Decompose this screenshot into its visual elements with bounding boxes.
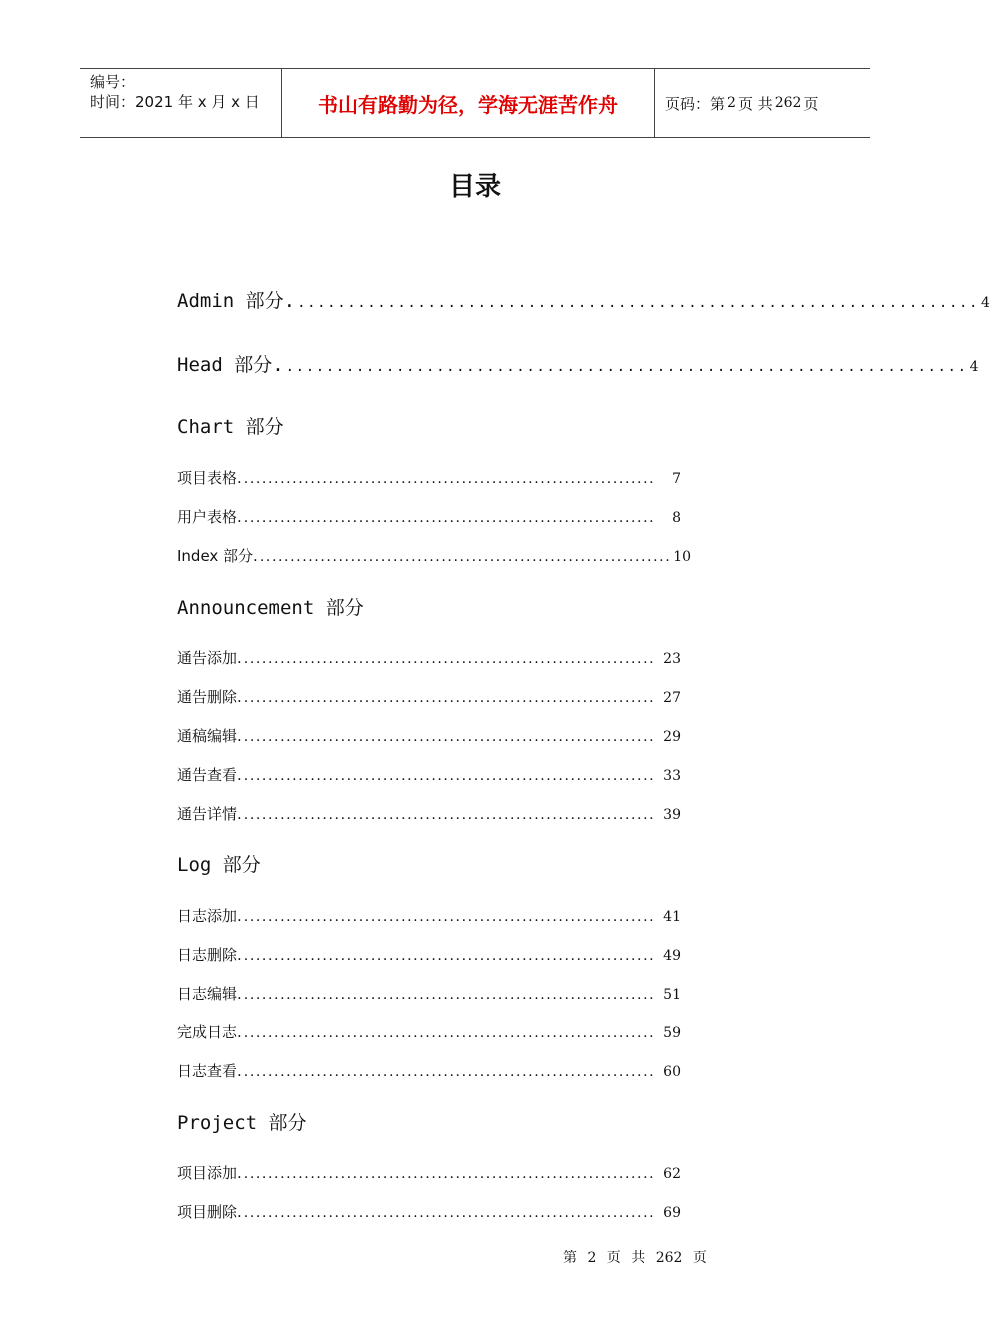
section-heading-log[interactable]: Log 部分 [177,854,261,876]
toc-entry-page: 10 [673,549,692,565]
toc-entry-page: 51 [663,987,681,1003]
leader-dots: .................................................................... [243,948,656,964]
header-page-cell [655,69,870,137]
toc-entry-label: Index 部分. [177,547,258,565]
leader-dots: .................................................................... [243,1064,656,1080]
toc-entry-admin[interactable] [177,286,990,313]
toc-entry-label: 项目表格. [177,469,242,487]
section-heading-announcement[interactable]: Announcement 部分 [177,597,364,619]
toc-entry[interactable] [177,1021,681,1042]
toc-entry[interactable] [177,944,681,965]
page-title: 目录 [448,172,501,202]
toc-entry-page: 7 [672,471,681,487]
toc-entry-head[interactable] [177,350,979,377]
page-header [80,68,870,138]
toc-entry-page: 62 [663,1166,681,1182]
toc-entry-label: 项目删除. [177,1203,242,1221]
leader-dots: .................................................................... [243,1205,656,1221]
header-motto-cell [282,69,655,137]
toc-entry-page: 60 [663,1064,681,1080]
toc-entry[interactable] [177,905,681,926]
leader-dots: .................................................................... [243,987,656,1003]
toc-entry[interactable] [177,647,681,668]
page-total: 262 [774,95,802,111]
toc-entry[interactable] [177,1201,681,1222]
page-mid: 页 共 [737,94,773,113]
leader-dots: .................................................................... [243,471,656,487]
toc-entry-label: 用户表格. [177,508,242,526]
toc-entry-page: 29 [663,729,681,745]
toc-entry-page: 4 [969,359,979,375]
page-prefix: 页码：第 [665,94,726,113]
leader-dots: .................................................................... [243,1166,656,1182]
toc-entry-page: 49 [663,948,681,964]
toc-entry[interactable] [177,506,681,527]
toc-entry-page: 4 [981,295,990,311]
page-suffix: 页 [803,94,819,113]
time-label: 时间：2021 年 x 月 x 日 [90,93,260,111]
leader-dots: .................................................................... [243,807,656,823]
toc-entry-label: 通告删除. [177,688,242,706]
toc-entry[interactable] [177,725,681,746]
page-current: 2 [727,95,736,111]
toc-entry-page: 69 [663,1205,681,1221]
motto-text: 书山有路勤为径，学海无涯苦作舟 [318,92,618,117]
leader-dots: .................................................................... [243,768,656,784]
toc-entry-label: 通告查看. [177,766,242,784]
toc-entry-page: 8 [672,510,681,526]
toc-entry-label: 日志查看. [177,1062,242,1080]
page-footer: 第 2 页 共 262 页 [563,1250,707,1266]
toc-entry[interactable] [177,803,681,824]
toc-entry-label: Admin 部分. [177,290,296,312]
leader-dots: .................................................................... [297,295,980,311]
number-label: 编号： [90,73,136,91]
leader-dots: .................................................................... [243,690,656,706]
toc-entry-label: 日志编辑. [177,985,242,1003]
toc-entry[interactable] [177,545,692,566]
toc-entry[interactable] [177,467,681,488]
toc-entry-label: 完成日志. [177,1023,242,1041]
toc-entry-label: 日志删除. [177,946,242,964]
toc-entry-page: 39 [663,807,681,823]
toc-entry-page: 41 [663,909,681,925]
leader-dots: .................................................................... [243,1025,656,1041]
toc-entry[interactable] [177,764,681,785]
section-heading-project[interactable]: Project 部分 [177,1112,307,1134]
leader-dots: .................................................................... [243,729,656,745]
toc-entry[interactable] [177,686,681,707]
toc-entry-label: Head 部分. [177,354,284,376]
leader-dots: .................................................................... [243,909,656,925]
toc-entry[interactable] [177,983,681,1004]
toc-entry-page: 59 [663,1025,681,1041]
toc-entry-label: 日志添加. [177,907,242,925]
toc-entry-label: 通告添加. [177,649,242,667]
toc-entry-label: 项目添加. [177,1164,242,1182]
header-meta-cell [80,69,282,137]
toc-entry[interactable] [177,1060,681,1081]
leader-dots: .................................................................... [243,510,656,526]
toc-entry-page: 27 [663,690,681,706]
toc-entry[interactable] [177,1162,681,1183]
leader-dots: .................................................................... [285,359,968,375]
section-heading-chart[interactable]: Chart 部分 [177,416,284,438]
leader-dots: .................................................................... [243,651,656,667]
toc-entry-label: 通稿编辑. [177,727,242,745]
leader-dots: .................................................................... [259,549,672,565]
toc-entry-page: 23 [663,651,681,667]
toc-entry-label: 通告详情. [177,805,242,823]
toc-entry-page: 33 [663,768,681,784]
